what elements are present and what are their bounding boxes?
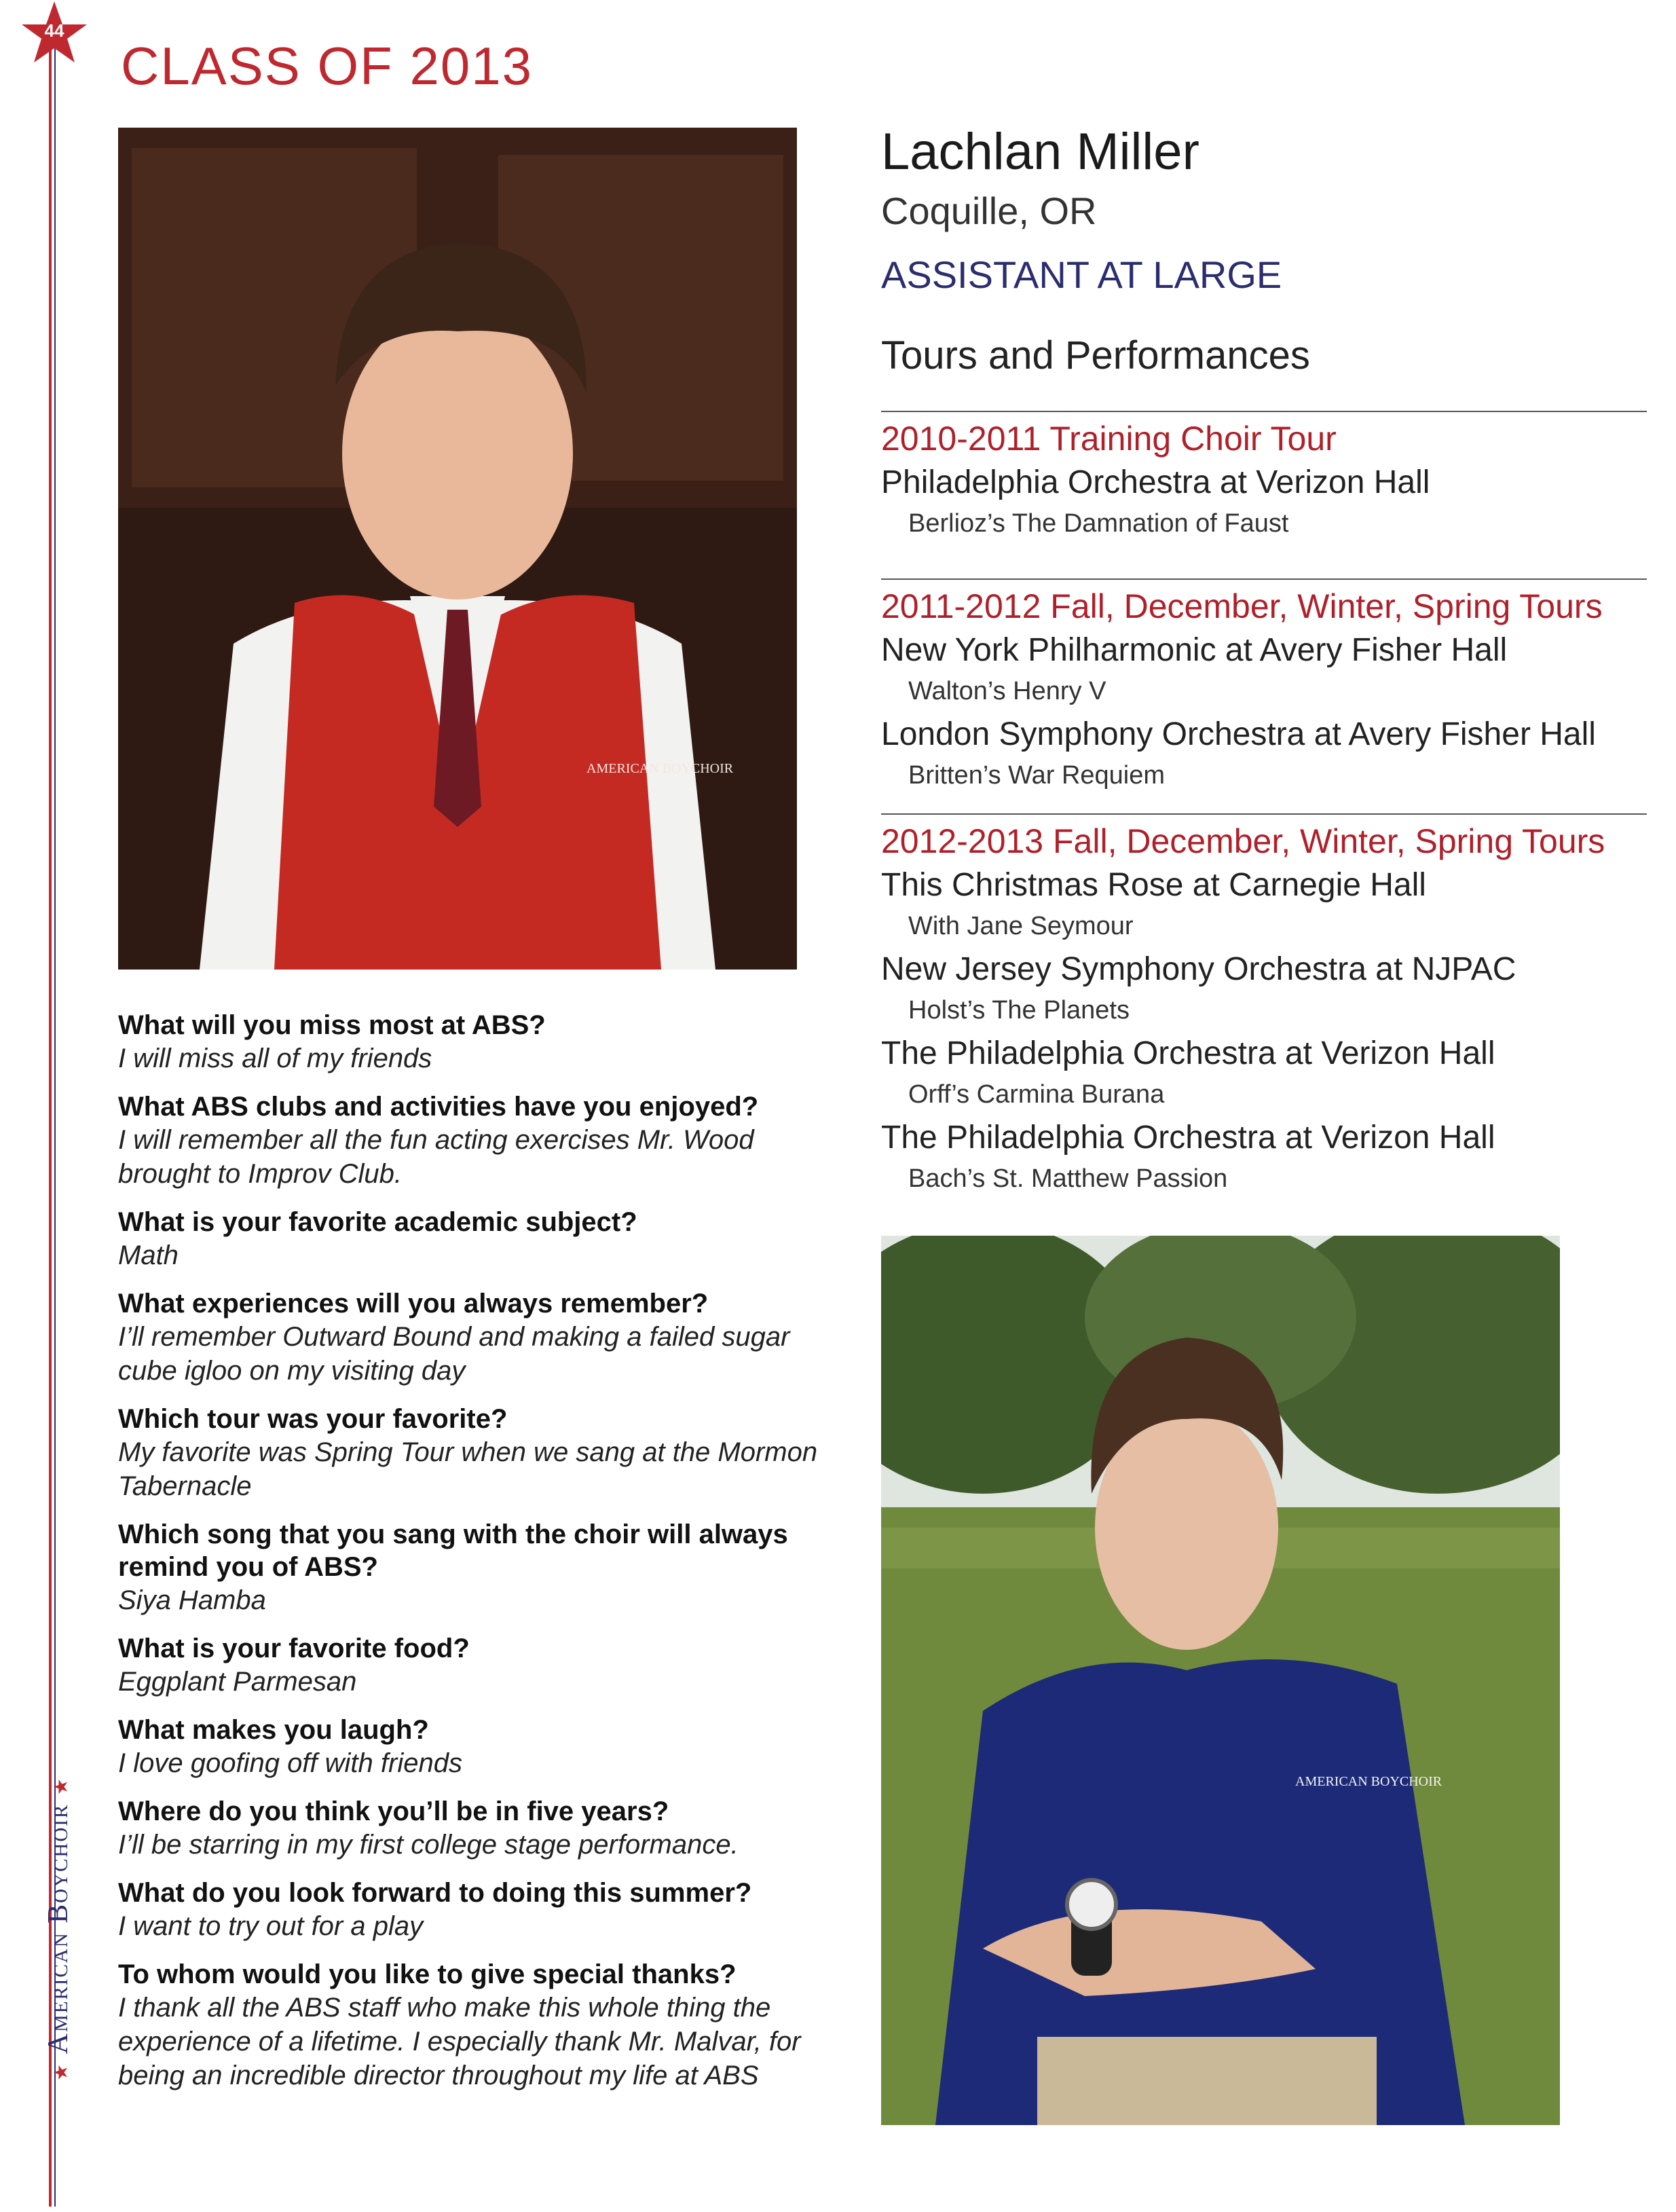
- brand-vertical-label: [42, 1777, 75, 2081]
- outdoor-photo: [881, 1236, 1560, 2125]
- qa-item: [118, 1518, 824, 1617]
- answer: Siya Hamba: [118, 1585, 266, 1615]
- brand-star-icon: ★: [51, 2062, 72, 2081]
- section-divider: [881, 813, 1647, 815]
- qa-item: [118, 1206, 824, 1272]
- performance-piece: Walton’s Henry V: [908, 677, 1106, 705]
- tour-section: [881, 578, 1647, 798]
- answer: I thank all the ABS staff who make this whole thing the experience of a lifetime. I especially thank Mr. Malvar, for being an incredible director throughout my life at ABS: [118, 1993, 801, 2090]
- section-divider: [881, 411, 1647, 412]
- question: What makes you laugh?: [118, 1715, 429, 1745]
- question: What experiences will you always remember?: [118, 1289, 709, 1319]
- performance-piece: With Jane Seymour: [908, 912, 1134, 940]
- performance-piece: Orff’s Carmina Burana: [908, 1080, 1165, 1109]
- answer: I’ll be starring in my first college stage performance.: [118, 1830, 739, 1860]
- performance-venue: London Symphony Orchestra at Avery Fisher Hall: [881, 716, 1596, 752]
- qa-item: [118, 1958, 824, 2093]
- performance-venue: New Jersey Symphony Orchestra at NJPAC: [881, 951, 1516, 987]
- tour-title: 2012-2013 Fall, December, Winter, Spring Tours: [881, 822, 1605, 860]
- qa-item: [118, 1287, 824, 1388]
- question: Which song that you sang with the choir will always remind you of ABS?: [118, 1519, 788, 1582]
- question: What do you look forward to doing this summer?: [118, 1878, 752, 1908]
- performance-venue: New York Philharmonic at Avery Fisher Hall: [881, 632, 1508, 668]
- performance-piece: Britten’s War Requiem: [908, 761, 1166, 790]
- performance-piece: Berlioz’s The Damnation of Faust: [908, 509, 1289, 538]
- page-number: 44: [44, 20, 64, 41]
- portrait-photo: [118, 128, 797, 970]
- tour-title: 2010-2011 Training Choir Tour: [881, 420, 1337, 458]
- performance-venue: The Philadelphia Orchestra at Verizon Hall: [881, 1035, 1495, 1071]
- question: What is your favorite food?: [118, 1634, 470, 1663]
- answer: I will remember all the fun acting exercises Mr. Wood brought to Improv Club.: [118, 1125, 754, 1189]
- page-title: CLASS OF 2013: [121, 36, 533, 96]
- performance-piece: Bach’s St. Matthew Passion: [908, 1164, 1228, 1193]
- answer: I want to try out for a play: [118, 1911, 424, 1941]
- student-role: ASSISTANT AT LARGE: [881, 253, 1282, 296]
- student-name: Lachlan Miller: [881, 123, 1199, 181]
- performance-venue: Philadelphia Orchestra at Verizon Hall: [881, 464, 1430, 500]
- section-divider: [881, 578, 1647, 580]
- tours-heading: Tours and Performances: [881, 333, 1310, 377]
- qa-item: [118, 1403, 824, 1503]
- qa-item: [118, 1632, 824, 1699]
- performance-venue: The Philadelphia Orchestra at Verizon Hall: [881, 1120, 1495, 1156]
- qa-item: [118, 1090, 824, 1191]
- answer: My favorite was Spring Tour when we sang at the Mormon Tabernacle: [118, 1437, 818, 1501]
- tour-section: [881, 411, 1647, 547]
- performance-venue: This Christmas Rose at Carnegie Hall: [881, 867, 1426, 903]
- brand-star-icon: ★: [51, 1777, 72, 1796]
- performance-piece: Holst’s The Planets: [908, 996, 1130, 1025]
- answer: Eggplant Parmesan: [118, 1667, 357, 1697]
- question: Where do you think you’ll be in five years?: [118, 1796, 669, 1826]
- qa-item: [118, 1877, 824, 1943]
- tour-title: 2011-2012 Fall, December, Winter, Spring Tours: [881, 587, 1603, 625]
- answer: I will miss all of my friends: [118, 1044, 432, 1073]
- vest-logo-text: AMERICAN BOYCHOIR: [586, 761, 734, 776]
- answer: Math: [118, 1240, 179, 1270]
- question: Which tour was your favorite?: [118, 1404, 508, 1434]
- qa-item: [118, 1795, 824, 1862]
- polo-logo-text: AMERICAN BOYCHOIR: [1295, 1774, 1442, 1789]
- question: What will you miss most at ABS?: [118, 1010, 546, 1040]
- qa-list: [118, 1009, 824, 2107]
- answer: I love goofing off with friends: [118, 1748, 462, 1778]
- brand-text: American Boychoir: [43, 1803, 74, 2054]
- question: To whom would you like to give special thanks?: [118, 1959, 737, 1989]
- answer: I’ll remember Outward Bound and making a failed sugar cube igloo on my visiting day: [118, 1322, 790, 1386]
- tour-section: [881, 813, 1647, 1202]
- question: What is your favorite academic subject?: [118, 1207, 637, 1237]
- qa-item: [118, 1009, 824, 1075]
- question: What ABS clubs and activities have you enjoyed?: [118, 1092, 759, 1122]
- qa-item: [118, 1714, 824, 1780]
- student-hometown: Coquille, OR: [881, 189, 1097, 232]
